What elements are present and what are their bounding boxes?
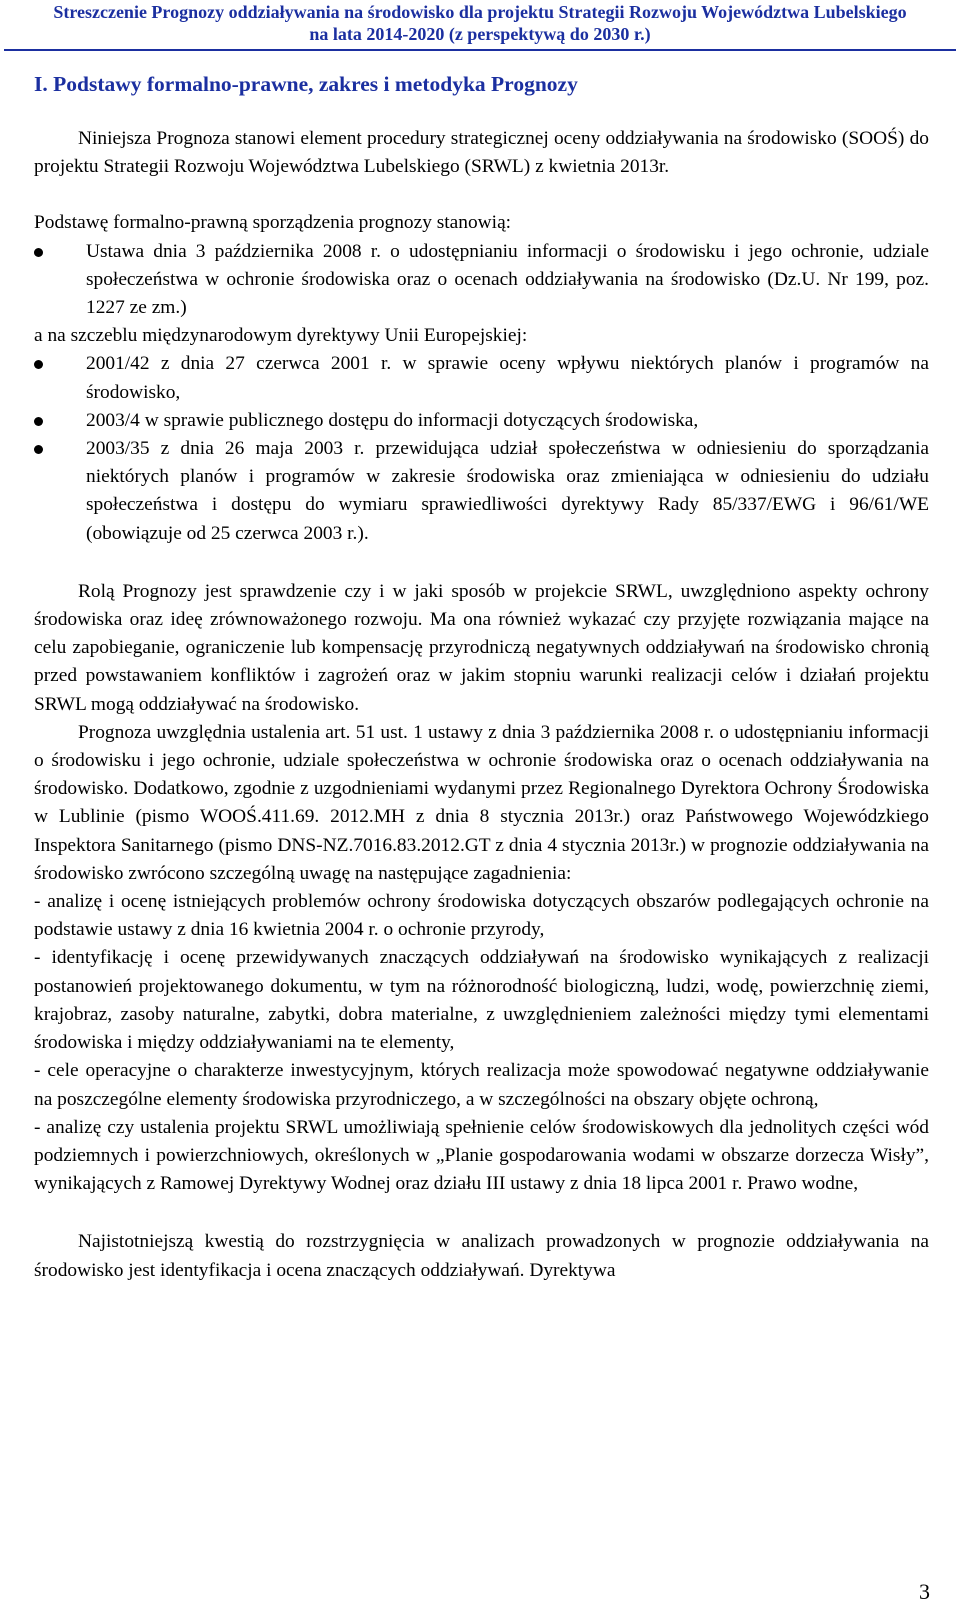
bullet-icon: [34, 360, 43, 369]
scope-paragraph: Prognoza uwzględnia ustalenia art. 51 ust. 1 ustawy z dnia 3 października 2008 r. o udostępnianiu informacji o środowisku i jego ochronie, udziale społeczeństwa w ochronie środowiska oraz o ocenach oddziaływania na środowisko. Dodatkowo, zgodnie z uzgodnieniami wydanymi przez Regionalnego Dyrektora Ochrony Środowiska w Lublinie (pismo WOOŚ.411.69. 2012.MH z dnia 8 stycznia 2013r.) oraz Państwowego Wojewódzkiego Inspektora Sanitarnego (pismo DNS-NZ.7016.83.2012.GT z dnia 4 stycznia 2013r.) w prognozie oddziaływania na środowisko zwrócono szczególną uwagę na następujące zagadnienia:: [34, 721, 929, 884]
role-paragraph: Rolą Prognozy jest sprawdzenie czy i w jaki sposób w projekcie SRWL, uwzględniono aspekty ochrony środowiska oraz ideę zrównoważonego rozwoju. Ma ona również wykazać czy przyjęte rozwiązania mające na celu zapobieganie, ograniczenie lub kompensację przyrodniczą negatywnych oddziaływań na środowisko chronią przed powstawaniem konfliktów i zagrożeń oraz w jakim stopniu warunki realizacji celów i działań projektu SRWL mogą oddziaływać na środowisko.: [34, 580, 929, 715]
intro-paragraph: Niniejsza Prognoza stanowi element procedury strategicznej oceny oddziaływania na środowisko (SOOŚ) do projektu Strategii Rozwoju Województwa Lubelskiego (SRWL) z kwietnia 2013r.: [34, 128, 929, 178]
document-body: [34, 70, 929, 1285]
bullet-icon: [34, 445, 43, 454]
list-item: [34, 350, 929, 406]
page-number: 3: [919, 1579, 930, 1604]
list-item: [34, 435, 929, 548]
list-item: [34, 407, 929, 435]
dash-item: - analizę czy ustalenia projektu SRWL umożliwiają spełnienie celów środowiskowych dla jednolitych części wód podziemnych i powierzchniowych, określonych w „Planie gospodarowania wodami w obszarze dorzecza Wisły”, wynikających z Ramowej Dyrektywy Wodnej oraz działu III ustawy z dnia 18 lipca 2001 r. Prawo wodne,: [34, 1116, 929, 1195]
legal-basis-list: [34, 238, 929, 323]
dash-item: - cele operacyjne o charakterze inwestycyjnym, których realizacja może spowodować negatywne oddziaływanie na poszczególne elementy środowiska przyrodniczego, a w szczególności na obszary objęte ochroną,: [34, 1060, 929, 1110]
running-header-line-1: Streszczenie Prognozy oddziaływania na środowisko dla projektu Strategii Rozwoju Województwa Lubelskiego: [53, 2, 907, 22]
header-divider: [4, 49, 956, 51]
dash-item: - identyfikację i ocenę przewidywanych znaczących oddziaływań na środowisko wynikających z realizacji postanowień projektowanego dokumentu, w tym na różnorodność biologiczną, ludzi, wodę, powierzchnię ziemi, krajobraz, zasoby naturalne, zabytki, dobra materialne, z uwzględnieniem zależności między tymi elementami środowiska i między oddziaływaniami na te elementy,: [34, 947, 929, 1054]
legal-basis-intro: Podstawę formalno-prawną sporządzenia prognozy stanowią:: [34, 212, 512, 234]
list-item-text: Ustawa dnia 3 października 2008 r. o udostępnianiu informacji o środowisku i jego ochronie, udziale społeczeństwa w ochronie środowiska oraz o ocenach oddziaływania na środowisko (Dz.U. Nr 199, poz. 1227 ze zm.): [86, 240, 929, 319]
bullet-icon: [34, 417, 43, 426]
key-issue-paragraph: Najistotniejszą kwestią do rozstrzygnięcia w analizach prowadzonych w prognozie oddziaływania na środowisko jest identyfikacja i ocena znaczących oddziaływań. Dyrektywa: [34, 1231, 929, 1281]
eu-directives-intro: a na szczeblu międzynarodowym dyrektywy Unii Europejskiej:: [34, 325, 528, 347]
list-item-text: 2003/4 w sprawie publicznego dostępu do informacji dotyczących środowiska,: [86, 409, 699, 431]
running-header-line-2: na lata 2014-2020 (z perspektywą do 2030 r.): [309, 24, 651, 44]
list-item: [34, 238, 929, 323]
list-item-text: 2003/35 z dnia 26 maja 2003 r. przewidująca udział społeczeństwa w odniesieniu do sporządzania niektórych planów i programów w zakresie środowiska oraz zmieniająca w odniesieniu do udziału społeczeństwa i dostępu do wymiaru sprawiedliwości dyrektywy Rady 85/337/EWG i 96/61/WE (obowiązuje od 25 czerwca 2003 r.).: [86, 438, 929, 544]
running-header: [0, 0, 960, 45]
section-title: I. Podstawy formalno-prawne, zakres i metodyka Prognozy: [34, 72, 578, 96]
bullet-icon: [34, 248, 43, 257]
dash-item: - analizę i ocenę istniejących problemów ochrony środowiska dotyczących obszarów podlegających ochronie na podstawie ustawy z dnia 16 kwietnia 2004 r. o ochronie przyrody,: [34, 891, 929, 941]
list-item-text: 2001/42 z dnia 27 czerwca 2001 r. w sprawie oceny wpływu niektórych planów i programów na środowisko,: [86, 353, 929, 403]
eu-directives-list: [34, 350, 929, 547]
